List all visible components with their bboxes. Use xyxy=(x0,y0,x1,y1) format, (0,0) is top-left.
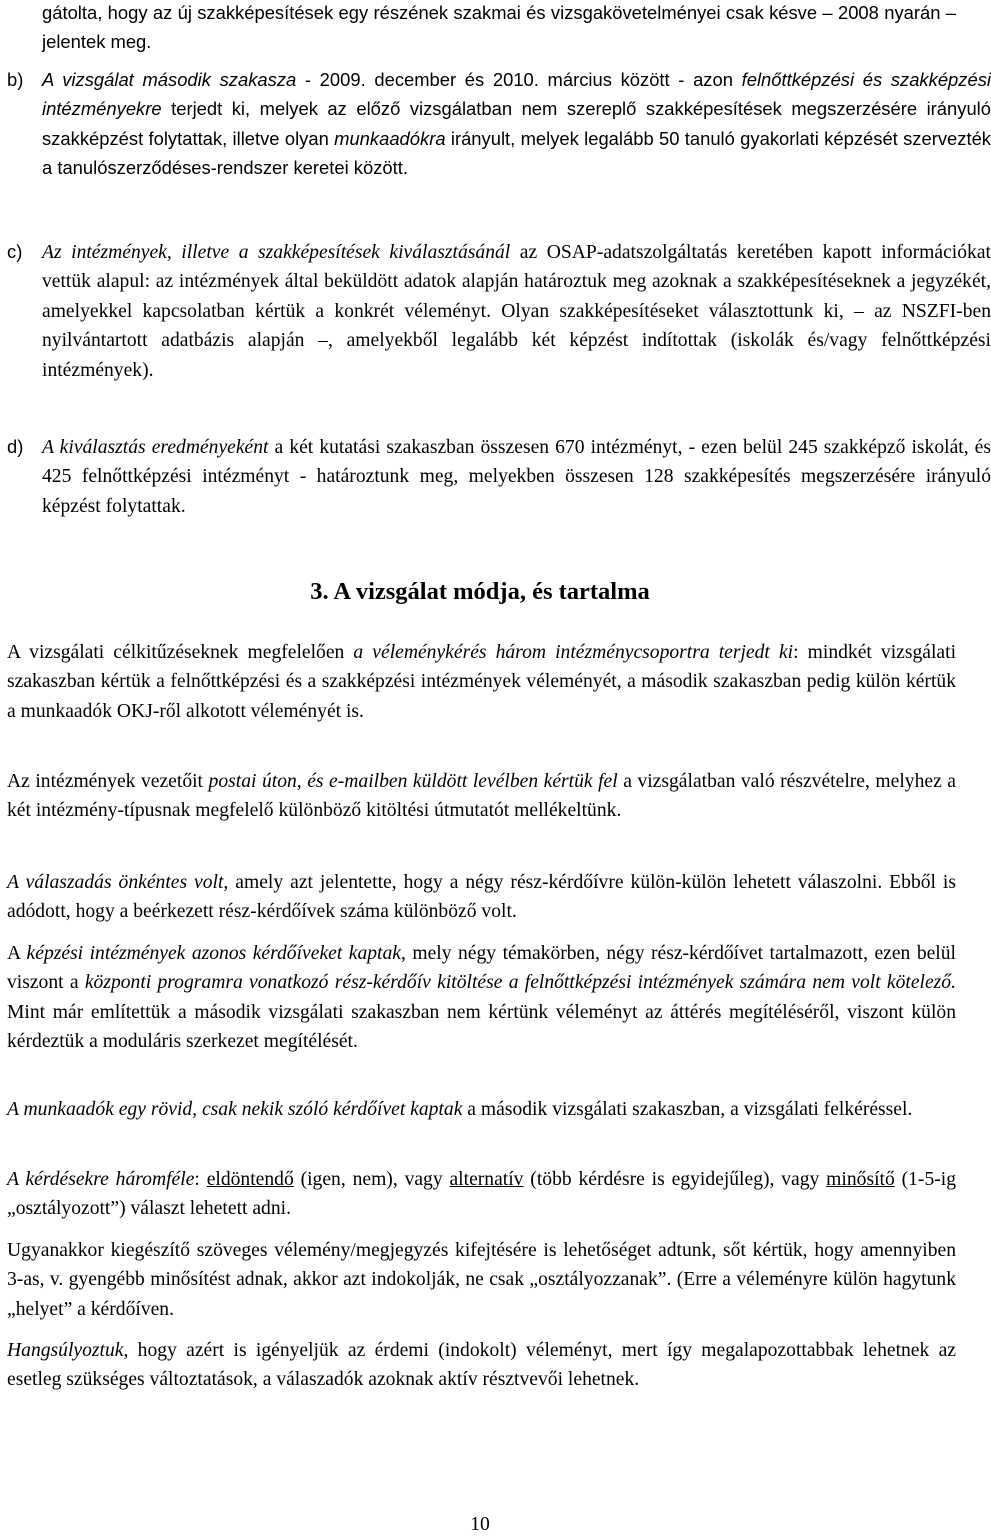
paragraph-1: A vizsgálati célkitűzéseknek megfelelően a véleménykérés három intézménycsoportra terjedt ki: mindkét vizsgálati szakaszban kértük a felnőttképzési és a szakképzési intézmények véleményét, a második szakaszban pedig külön kértük a munkaadók OKJ-ről alkotott véleményét is. xyxy=(7,642,957,722)
list-item-b: b) A vizsgálat második szakasza - 2009. december és 2010. március között - azon felnőttképzési és szakképzési intézményekre terjedt ki, melyek az előző vizsgálatban nem szereplő szakképesítések megszerzésére irányuló szakképzést folytattak, illetve olyan munkaadókra irányult, melyek legalább 50 tanuló gyakorlati képzését szervezték a tanulószerződéses-rendszer keretei között. xyxy=(7,65,991,183)
paragraph-2: Az intézmények vezetőit postai úton, és e-mailben küldött levélben kértük fel a vizsgálatban való részvételre, melyhez a két intézmény-típusnak megfelelő különböző kitöltési útmutatót mellékeltünk. xyxy=(7,771,956,822)
list-item-d: d) A kiválasztás eredményeként a két kutatási szakaszban összesen 670 intézményt, - ezen belül 245 szakképző iskolát, és 425 felnőttképzési intézményt - határoztunk meg, melyekben összesen 128 szakképesítés megszerzésére irányuló képzést folytattak. xyxy=(7,432,991,521)
list-item-c: c) Az intézmények, illetve a szakképesítések kiválasztásánál az OSAP-adatszolgáltatás keretében kapott információkat vettük alapul: az intézmények által beküldött adatok alapján határoztuk meg azoknak a szakképesítéseknek a jegyzékét, amelyekkel kapcsolatban kértük a konkrét véleményt. Olyan szakképesítéseket választottunk ki, – az NSZFI-ben nyilvántartott adatbázis alapján –, amelyekből legalább két képzést indítottak (iskolák és/vagy felnőttképzési intézmények). xyxy=(7,237,991,385)
paragraph-7: Ugyanakkor kiegészítő szöveges vélemény/megjegyzés kifejtésére is lehetőséget adtunk, sőt kértük, hogy amennyiben 3-as, v. gyengébb minősítést adnak, akkor azt indokolják, ne csak „osztályozzanak”. (Erre a véleményre külön hagytunk „helyet” a kérdőíven. xyxy=(7,1240,956,1320)
paragraph-8: Hangsúlyoztuk, hogy azért is igényeljük az érdemi (indokolt) véleményt, mert így megalapozottabbak lehetnek az esetleg szükséges változtatások, a válaszadók azoknak aktív résztvevői lehetnek. xyxy=(7,1340,956,1391)
page-number: 10 xyxy=(470,1514,490,1535)
list-label-d: d) xyxy=(7,436,24,457)
paragraph-5: A munkaadók egy rövid, csak nekik szóló kérdőívet kaptak a második vizsgálati szakaszban, a vizsgálati felkéréssel. xyxy=(7,1099,913,1120)
continuation-paragraph: gátolta, hogy az új szakképesítések egy részének szakmai és vizsgakövetelményei csak késve – 2008 nyarán – jelentek meg. xyxy=(42,2,956,53)
paragraph-4: A képzési intézmények azonos kérdőíveket kaptak, mely négy témakörben, négy rész-kérdőívet tartalmazott, ezen belül viszont a központi programra vonatkozó rész-kérdőív kitöltése a felnőttképzési intézmények számára nem volt kötelező. Mint már említettük a második vizsgálati szakaszban nem kértünk véleményt az áttérés megítéléséről, viszont külön kérdeztük a moduláris szerkezet megítélését. xyxy=(7,943,956,1053)
paragraph-3: A válaszadás önkéntes volt, amely azt jelentette, hogy a négy rész-kérdőívre külön-külön lehetett válaszolni. Ebből is adódott, hogy a beérkezett rész-kérdőívek száma különböző volt. xyxy=(7,872,957,923)
section-heading: 3. A vizsgálat módja, és tartalma xyxy=(310,578,650,605)
paragraph-6: A kérdésekre háromféle: eldöntendő (igen, nem), vagy alternatív (több kérdésre is egyidejűleg), vagy minősítő (1-5-ig „osztályozott”) választ lehetett adni. xyxy=(7,1169,957,1220)
list-label-c: c) xyxy=(7,241,23,262)
list-label-b: b) xyxy=(7,69,24,90)
